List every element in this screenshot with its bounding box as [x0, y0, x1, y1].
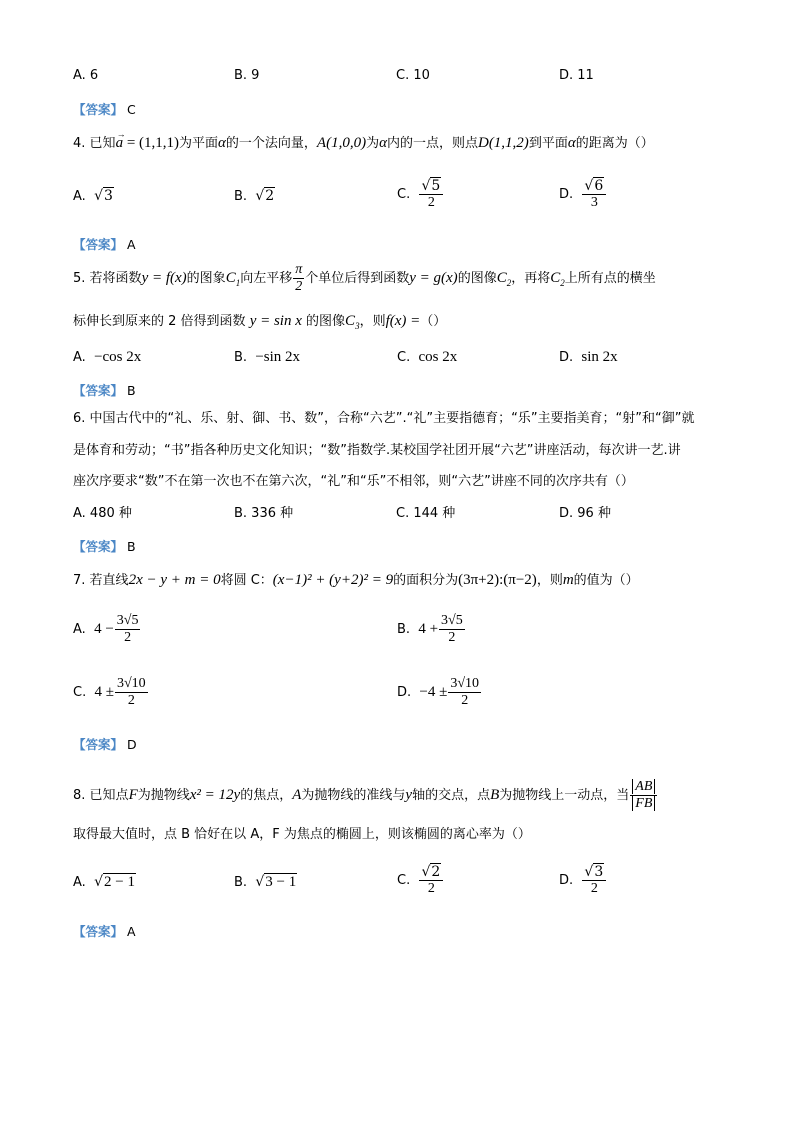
q6-answer: 【答案】 B	[73, 539, 136, 554]
q7-stem: 7. 若直线2x − y + m = 0将圆 C：(x−1)² + (y+2)² = 9的面积分为(3π+2):(π−2)，则m的值为（）	[73, 572, 639, 588]
q5-stem-line1: 5. 若将函数y = f(x)的图象$C_1$向左平移 $\frac{\pi}{2}$ 个单位后得到函数y = g(x)的图像$C_2$，再将$C_2$上所有点的横坐	[73, 262, 656, 294]
q3-option-c: C. 10	[396, 68, 430, 83]
q4-option-d: D. $\frac{√6}{3}$	[559, 178, 607, 211]
q8-option-a: A. √2 − 1	[73, 874, 135, 890]
q7-option-b: B. 4 + $\frac{3√5}{2}$	[397, 613, 463, 645]
q8-option-b: B. √3 − 1	[234, 874, 297, 890]
q7-option-c: C. 4 ± $\frac{3√10}{2}$	[73, 676, 146, 708]
q3-option-b: B. 9	[234, 68, 260, 83]
q3-answer: 【答案】 C	[73, 102, 136, 117]
q5-answer: 【答案】 B	[73, 383, 136, 398]
q6-option-a: A. 480 种	[73, 506, 132, 521]
q4-option-c: C. $\frac{√5}{2}$	[397, 178, 444, 211]
q6-option-b: B. 336 种	[234, 506, 294, 521]
q4-option-b: B. √2	[234, 188, 275, 204]
q6-option-c: C. 144 种	[396, 506, 456, 521]
q8-stem-line2: 取得最大值时，点 B 恰好在以 A，F 为焦点的椭圆上，则该椭圆的离心率为（）	[73, 827, 531, 842]
q6-stem-line1: 6. 中国古代中的“礼、乐、射、御、书、数”，合称“六艺”.“礼”主要指德育；“乐”主要指美育；“射”和“御”就	[73, 411, 695, 426]
q5-option-d: D. sin 2x	[559, 349, 618, 365]
q3-option-a: A. 6	[73, 68, 99, 83]
q8-stem-line1: 8. 已知点F为抛物线x² = 12y的焦点，A为抛物线的准线与y轴的交点，点B为抛物线上一动点，当 $\frac{AB}{FB}$	[73, 779, 658, 812]
q5-option-a: A. −cos 2x	[73, 349, 142, 365]
q7-answer: 【答案】 D	[73, 737, 137, 752]
q5-option-c: C. cos 2x	[397, 349, 458, 365]
q5-stem-line2: 标伸长到原来的 2 倍得到函数 y = sin x 的图像$C_3$，则f(x) =（）	[73, 313, 447, 331]
q8-option-d: D. $\frac{√3}{2}$	[559, 864, 607, 897]
q5-option-b: B. −sin 2x	[234, 349, 301, 365]
q4-answer: 【答案】 A	[73, 237, 136, 252]
q6-option-d: D. 96 种	[559, 506, 611, 521]
q7-option-d: D. −4 ± $\frac{3√10}{2}$	[397, 676, 480, 708]
q4-option-a: A. √3	[73, 188, 113, 204]
q6-stem-line2: 是体育和劳动；“书”指各种历史文化知识；“数”指数学.某校国学社团开展“六艺”讲座活动，每次讲一艺.讲	[73, 443, 681, 458]
q6-stem-line3: 座次序要求“数”不在第一次也不在第六次，“礼”和“乐”不相邻，则“六艺”讲座不同的次序共有（）	[73, 474, 634, 489]
q7-option-a: A. 4 − $\frac{3√5}{2}$	[73, 613, 139, 645]
q4-stem: 4. 已知 → a = (1,1,1)为平面α的一个法向量，A(1,0,0)为α内的一点，则点D(1,1,2)到平面α的距离为（）	[73, 129, 654, 151]
q3-option-d: D. 11	[559, 68, 594, 83]
vector-a: → a	[115, 129, 126, 151]
q8-option-c: C. $\frac{√2}{2}$	[397, 864, 444, 897]
q8-answer: 【答案】 A	[73, 924, 136, 939]
